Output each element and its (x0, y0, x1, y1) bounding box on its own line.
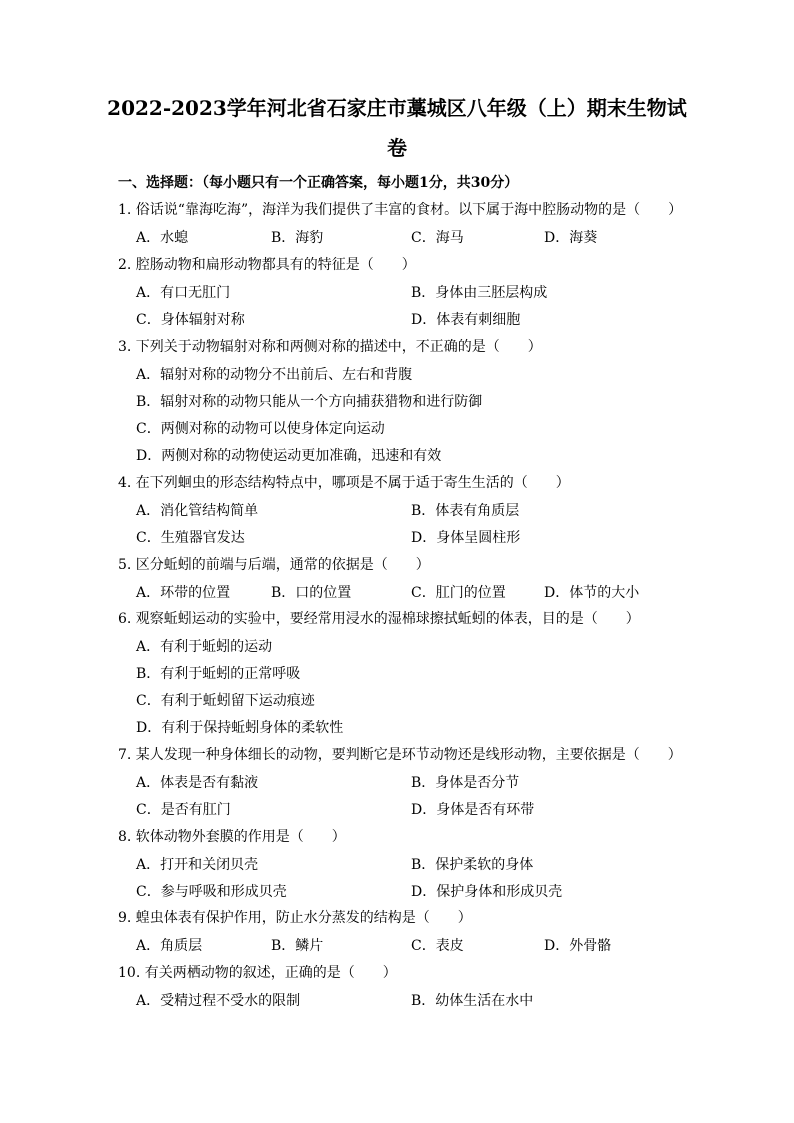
option-b: B．幼体生活在水中 (411, 993, 534, 1009)
option-d: D．身体是否有环带 (411, 802, 535, 818)
option-c: C．肛门的位置 (411, 585, 506, 601)
question-stem: 1. 俗话说“靠海吃海”，海洋为我们提供了丰富的食材。以下属于海中腔肠动物的是（ ） (118, 202, 683, 218)
option-a: A．水螅 (136, 230, 189, 246)
exam-title-line2: 卷 (387, 136, 407, 160)
option-c: C．身体辐射对称 (136, 312, 245, 328)
question-stem: 10. 有关两栖动物的叙述，正确的是（ ） (118, 965, 397, 981)
question-stem: 8. 软体动物外套膜的作用是（ ） (118, 829, 346, 845)
option-c: C．参与呼吸和形成贝壳 (136, 884, 287, 900)
option-d: D．两侧对称的动物使运动更加准确，迅速和有效 (136, 448, 442, 464)
option-c: C．生殖器官发达 (136, 530, 245, 546)
question-stem: 3. 下列关于动物辐射对称和两侧对称的描述中，不正确的是（ ） (118, 339, 542, 355)
question-stem: 2. 腔肠动物和扁形动物都具有的特征是（ ） (118, 257, 416, 273)
option-b: B．体表有角质层 (411, 503, 520, 519)
question-stem: 9. 蝗虫体表有保护作用，防止水分蒸发的结构是（ ） (118, 910, 472, 926)
option-b: B．鳞片 (271, 938, 324, 954)
question-stem: 6. 观察蚯蚓运动的实验中，要经常用浸水的湿棉球擦拭蚯蚓的体表，目的是（ ） (118, 611, 640, 627)
option-a: A．打开和关闭贝壳 (136, 857, 259, 873)
option-a: A．有口无肛门 (136, 285, 231, 301)
question-stem: 7. 某人发现一种身体细长的动物，要判断它是环节动物还是线形动物，主要依据是（ ） (118, 747, 682, 763)
option-a: A．角质层 (136, 938, 203, 954)
option-b: B．身体由三胚层构成 (411, 285, 548, 301)
option-a: A．辐射对称的动物分不出前后、左右和背腹 (136, 367, 413, 383)
option-d: D．保护身体和形成贝壳 (411, 884, 563, 900)
section-heading: 一、选择题：（每小题只有一个正确答案，每小题1分，共30分） (118, 175, 519, 191)
option-c: C．两侧对称的动物可以使身体定向运动 (136, 421, 385, 437)
question-stem: 4. 在下列蛔虫的形态结构特点中，哪项是不属于适于寄生生活的（ ） (118, 475, 570, 491)
option-d: D．有利于保持蚯蚓身体的柔软性 (136, 720, 344, 736)
option-b: B．身体是否分节 (411, 775, 520, 791)
option-b: B．海豹 (271, 230, 324, 246)
option-c: C．表皮 (411, 938, 464, 954)
option-a: A．体表是否有黏液 (136, 775, 259, 791)
option-a: A．受精过程不受水的限制 (136, 993, 301, 1009)
option-a: A．消化管结构简单 (136, 503, 259, 519)
option-d: D．外骨骼 (544, 938, 612, 954)
option-b: B．保护柔软的身体 (411, 857, 534, 873)
option-b: B．有利于蚯蚓的正常呼吸 (136, 666, 301, 682)
option-c: C．海马 (411, 230, 464, 246)
option-b: B．辐射对称的动物只能从一个方向捕获猎物和进行防御 (136, 394, 483, 410)
option-c: C．有利于蚯蚓留下运动痕迹 (136, 693, 315, 709)
option-d: D．体表有刺细胞 (411, 312, 521, 328)
option-a: A．有利于蚯蚓的运动 (136, 639, 273, 655)
option-d: D．身体呈圆柱形 (411, 530, 521, 546)
option-b: B．口的位置 (271, 585, 352, 601)
option-d: D．海葵 (544, 230, 598, 246)
exam-title-line1: 2022-2023学年河北省石家庄市藁城区八年级（上）期末生物试 (107, 96, 687, 120)
option-c: C．是否有肛门 (136, 802, 231, 818)
question-stem: 5. 区分蚯蚓的前端与后端，通常的依据是（ ） (118, 557, 430, 573)
option-a: A．环带的位置 (136, 585, 231, 601)
option-d: D．体节的大小 (544, 585, 640, 601)
